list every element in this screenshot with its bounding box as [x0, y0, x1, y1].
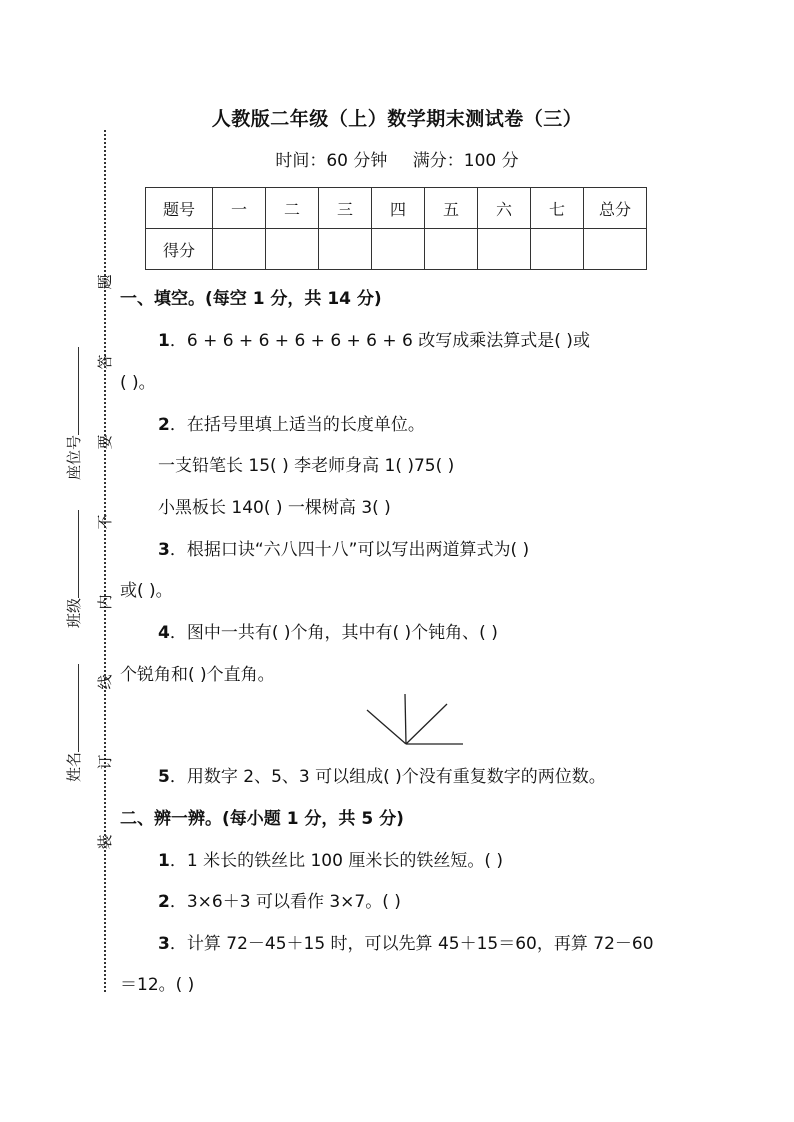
exam-full-score: 满分：100 分	[412, 151, 519, 171]
question-line: ( )。	[120, 373, 156, 393]
question-line	[158, 618, 498, 643]
table-cell: 二	[266, 188, 319, 229]
question-line	[158, 535, 529, 560]
table-cell: 七	[531, 188, 584, 229]
binding-char: 不	[96, 514, 114, 530]
question-text: ．1 米长的铁丝比 100 厘米长的铁丝短。( )	[169, 851, 503, 871]
table-cell: 六	[478, 188, 531, 229]
score-input-cell[interactable]	[319, 229, 372, 270]
question-number: 2	[158, 892, 170, 912]
question-line	[158, 846, 503, 871]
question-number: 4	[158, 623, 170, 643]
name-field[interactable]	[63, 664, 84, 782]
score-input-cell[interactable]	[584, 229, 647, 270]
table-cell: 四	[372, 188, 425, 229]
page-title: 人教版二年级（上）数学期末测试卷（三）	[211, 108, 583, 130]
binding-char: 线	[96, 674, 114, 690]
table-cell: 一	[213, 188, 266, 229]
class-blank[interactable]	[66, 510, 79, 598]
question-number: 5	[158, 767, 170, 787]
question-text: ．3×6＋3 可以看作 3×7。( )	[169, 892, 401, 912]
seat-number-label: 座位号	[65, 434, 83, 480]
question-number: 3	[158, 540, 170, 560]
question-text: ．计算 72－45＋15 时，可以先算 45＋15＝60，再算 72－60	[169, 934, 654, 954]
angle-ray	[406, 704, 447, 744]
question-line: ＝12。( )	[120, 975, 195, 995]
score-input-cell[interactable]	[372, 229, 425, 270]
table-cell: 五	[425, 188, 478, 229]
question-line: 个锐角和( )个直角。	[120, 665, 275, 685]
binding-char: 题	[96, 274, 114, 290]
exam-info	[0, 146, 794, 171]
question-line: 一支铅笔长 15( ) 李老师身高 1( )75( )	[158, 456, 455, 476]
binding-dotted-line	[104, 130, 106, 992]
question-line	[158, 410, 425, 435]
angles-figure	[365, 690, 465, 750]
name-label: 姓名	[65, 751, 83, 782]
question-line	[158, 762, 606, 787]
table-cell: 总分	[584, 188, 647, 229]
question-text: ．用数字 2、5、3 可以组成( )个没有重复数字的两位数。	[169, 767, 606, 787]
score-input-cell[interactable]	[266, 229, 319, 270]
score-input-cell[interactable]	[531, 229, 584, 270]
binding-char: 答	[96, 354, 114, 370]
question-line	[158, 887, 401, 912]
score-table	[145, 187, 647, 270]
question-number: 3	[158, 934, 170, 954]
question-number: 1	[158, 851, 170, 871]
binding-char: 装	[96, 834, 114, 850]
binding-char: 要	[96, 434, 114, 450]
binding-char: 内	[96, 594, 114, 610]
section-heading: 一、填空。(每空 1 分，共 14 分)	[120, 289, 382, 309]
question-text: ．6 + 6 + 6 + 6 + 6 + 6 + 6 改写成乘法算式是( )或	[169, 331, 590, 351]
score-input-cell[interactable]	[213, 229, 266, 270]
seat-number-field[interactable]	[63, 347, 84, 480]
binding-char: 订	[96, 754, 114, 770]
angle-ray	[367, 710, 406, 744]
table-cell: 三	[319, 188, 372, 229]
question-number: 1	[158, 331, 170, 351]
section-heading: 二、辨一辨。(每小题 1 分，共 5 分)	[120, 809, 404, 829]
table-cell: 得分	[146, 229, 213, 270]
question-number: 2	[158, 415, 170, 435]
table-cell: 题号	[146, 188, 213, 229]
score-table-header-row	[146, 188, 647, 229]
class-field[interactable]	[63, 510, 84, 628]
question-text: ．根据口诀“六八四十八”可以写出两道算式为( )	[169, 540, 530, 560]
class-label: 班级	[65, 597, 83, 628]
question-text: ．在括号里填上适当的长度单位。	[169, 415, 425, 435]
exam-time: 时间：60 分钟	[275, 151, 388, 171]
question-line	[158, 929, 654, 954]
angle-ray	[405, 694, 406, 744]
name-blank[interactable]	[66, 664, 79, 752]
seat-number-blank[interactable]	[66, 347, 79, 435]
question-text: ．图中一共有( )个角，其中有( )个钝角、( )	[169, 623, 498, 643]
score-table-score-row	[146, 229, 647, 270]
score-input-cell[interactable]	[478, 229, 531, 270]
score-input-cell[interactable]	[425, 229, 478, 270]
question-line: 或( )。	[120, 581, 173, 601]
question-line: 小黑板长 140( ) 一棵树高 3( )	[158, 498, 391, 518]
question-line	[158, 326, 590, 351]
